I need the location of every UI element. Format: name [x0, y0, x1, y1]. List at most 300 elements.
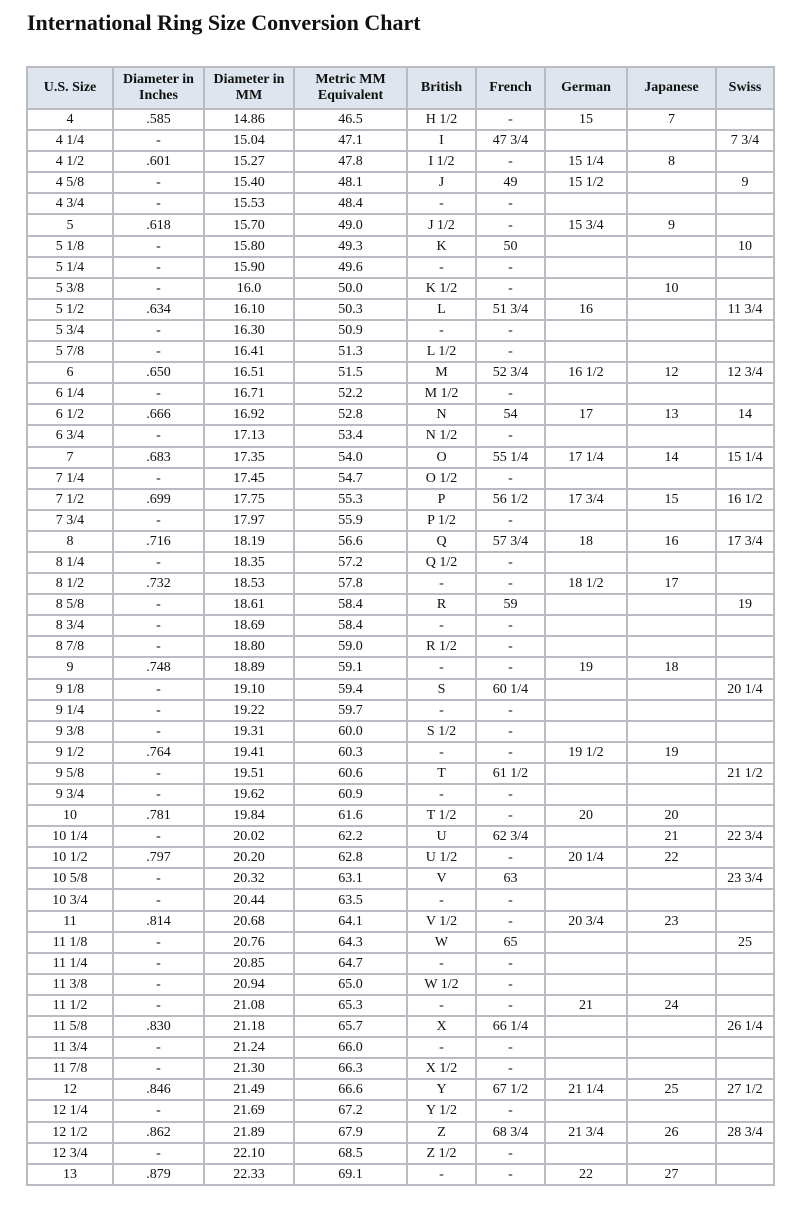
table-cell: 22: [627, 847, 716, 868]
table-cell: [545, 257, 627, 278]
table-cell: 7: [627, 109, 716, 130]
table-cell: .716: [113, 531, 204, 552]
table-cell: [627, 953, 716, 974]
table-cell: [627, 615, 716, 636]
table-row: [27, 615, 774, 636]
table-cell: 9 1/8: [27, 679, 113, 700]
table-cell: 11: [27, 911, 113, 932]
table-cell: -: [476, 573, 545, 594]
table-cell: -: [476, 1164, 545, 1185]
table-cell: -: [476, 341, 545, 362]
table-cell: 60.0: [294, 721, 407, 742]
table-cell: -: [407, 1164, 476, 1185]
table-cell: [545, 278, 627, 299]
table-cell: -: [476, 510, 545, 531]
table-cell: [627, 341, 716, 362]
table-cell: .618: [113, 214, 204, 235]
table-cell: [627, 763, 716, 784]
table-cell: 46.5: [294, 109, 407, 130]
table-cell: [627, 257, 716, 278]
table-cell: 13: [627, 404, 716, 425]
table-cell: [716, 1100, 774, 1121]
table-cell: -: [407, 657, 476, 678]
table-cell: [545, 1016, 627, 1037]
table-cell: -: [113, 826, 204, 847]
table-cell: 67.9: [294, 1122, 407, 1143]
table-cell: [716, 109, 774, 130]
table-cell: -: [476, 953, 545, 974]
table-cell: 9: [716, 172, 774, 193]
table-cell: 10 3/4: [27, 889, 113, 910]
table-cell: I 1/2: [407, 151, 476, 172]
table-cell: [545, 1058, 627, 1079]
table-cell: T: [407, 763, 476, 784]
table-cell: -: [113, 320, 204, 341]
table-cell: 6 3/4: [27, 425, 113, 446]
table-cell: .862: [113, 1122, 204, 1143]
column-header: Swiss: [716, 67, 774, 109]
table-cell: [716, 573, 774, 594]
table-cell: 20.94: [204, 974, 294, 995]
table-cell: -: [113, 510, 204, 531]
table-row: [27, 257, 774, 278]
table-row: [27, 1058, 774, 1079]
table-cell: 11 1/8: [27, 932, 113, 953]
table-cell: .634: [113, 299, 204, 320]
table-cell: -: [476, 721, 545, 742]
table-cell: [545, 1143, 627, 1164]
table-cell: 65: [476, 932, 545, 953]
table-cell: 63.5: [294, 889, 407, 910]
table-cell: 15: [545, 109, 627, 130]
table-cell: 27: [627, 1164, 716, 1185]
table-cell: [627, 130, 716, 151]
table-row: [27, 932, 774, 953]
table-cell: -: [407, 700, 476, 721]
table-cell: -: [407, 995, 476, 1016]
table-row: [27, 742, 774, 763]
table-cell: 60.9: [294, 784, 407, 805]
table-cell: .650: [113, 362, 204, 383]
table-cell: 17 3/4: [545, 489, 627, 510]
table-row: [27, 151, 774, 172]
table-cell: [716, 805, 774, 826]
table-row: [27, 1100, 774, 1121]
table-cell: 19.41: [204, 742, 294, 763]
table-cell: -: [113, 1100, 204, 1121]
table-cell: [716, 636, 774, 657]
table-cell: -: [113, 130, 204, 151]
table-cell: K: [407, 236, 476, 257]
table-row: [27, 594, 774, 615]
table-cell: -: [476, 995, 545, 1016]
table-cell: 20.68: [204, 911, 294, 932]
table-cell: 15.40: [204, 172, 294, 193]
table-cell: [545, 826, 627, 847]
table-cell: [627, 1058, 716, 1079]
table-cell: 5 7/8: [27, 341, 113, 362]
table-cell: [716, 341, 774, 362]
table-cell: J: [407, 172, 476, 193]
table-cell: 52.8: [294, 404, 407, 425]
table-cell: 47.1: [294, 130, 407, 151]
table-cell: [545, 320, 627, 341]
table-row: [27, 447, 774, 468]
table-cell: 20.02: [204, 826, 294, 847]
table-cell: O 1/2: [407, 468, 476, 489]
table-cell: 20.76: [204, 932, 294, 953]
table-cell: P: [407, 489, 476, 510]
table-cell: [716, 889, 774, 910]
table-cell: .879: [113, 1164, 204, 1185]
table-row: [27, 214, 774, 235]
table-cell: 9 3/4: [27, 784, 113, 805]
table-cell: 21.18: [204, 1016, 294, 1037]
table-cell: Y: [407, 1079, 476, 1100]
table-row: [27, 953, 774, 974]
table-cell: X 1/2: [407, 1058, 476, 1079]
table-cell: 18 1/2: [545, 573, 627, 594]
table-cell: 16.10: [204, 299, 294, 320]
table-cell: [627, 636, 716, 657]
table-cell: 16 1/2: [716, 489, 774, 510]
table-cell: -: [407, 320, 476, 341]
table-cell: 19: [545, 657, 627, 678]
table-cell: R 1/2: [407, 636, 476, 657]
table-cell: T 1/2: [407, 805, 476, 826]
table-cell: [627, 932, 716, 953]
table-cell: 64.1: [294, 911, 407, 932]
table-cell: [627, 889, 716, 910]
table-cell: [627, 974, 716, 995]
table-cell: 51 3/4: [476, 299, 545, 320]
table-cell: Z: [407, 1122, 476, 1143]
table-cell: 26 1/4: [716, 1016, 774, 1037]
table-cell: 18.69: [204, 615, 294, 636]
table-cell: [545, 1100, 627, 1121]
table-cell: 8 7/8: [27, 636, 113, 657]
table-cell: 67.2: [294, 1100, 407, 1121]
table-cell: [627, 172, 716, 193]
table-cell: -: [476, 1058, 545, 1079]
table-cell: 17: [545, 404, 627, 425]
table-cell: 54.0: [294, 447, 407, 468]
table-cell: [627, 594, 716, 615]
table-cell: .814: [113, 911, 204, 932]
table-cell: [716, 657, 774, 678]
table-cell: [627, 320, 716, 341]
table-cell: -: [113, 1058, 204, 1079]
table-row: [27, 489, 774, 510]
table-cell: 7 3/4: [27, 510, 113, 531]
table-cell: 4 1/4: [27, 130, 113, 151]
table-row: [27, 362, 774, 383]
table-row: [27, 974, 774, 995]
table-cell: -: [407, 784, 476, 805]
table-cell: -: [476, 889, 545, 910]
table-cell: 15 1/4: [545, 151, 627, 172]
table-cell: Y 1/2: [407, 1100, 476, 1121]
table-cell: Q 1/2: [407, 552, 476, 573]
table-cell: 59.0: [294, 636, 407, 657]
table-cell: [627, 679, 716, 700]
table-cell: -: [113, 995, 204, 1016]
table-cell: 57.2: [294, 552, 407, 573]
table-cell: 64.3: [294, 932, 407, 953]
table-cell: [545, 700, 627, 721]
table-row: [27, 636, 774, 657]
table-row: [27, 130, 774, 151]
table-row: [27, 995, 774, 1016]
table-cell: 17.13: [204, 425, 294, 446]
table-cell: [545, 784, 627, 805]
table-cell: [716, 193, 774, 214]
table-cell: X: [407, 1016, 476, 1037]
table-cell: [716, 214, 774, 235]
table-cell: 62.2: [294, 826, 407, 847]
table-cell: 12 3/4: [716, 362, 774, 383]
table-row: [27, 1079, 774, 1100]
table-cell: [627, 552, 716, 573]
table-cell: 15 1/2: [545, 172, 627, 193]
table-cell: [627, 299, 716, 320]
table-cell: 19: [716, 594, 774, 615]
table-cell: 50: [476, 236, 545, 257]
table-cell: 21.89: [204, 1122, 294, 1143]
table-cell: -: [476, 911, 545, 932]
table-cell: [545, 636, 627, 657]
table-cell: 17.45: [204, 468, 294, 489]
table-cell: 62 3/4: [476, 826, 545, 847]
table-cell: 50.9: [294, 320, 407, 341]
table-cell: 48.1: [294, 172, 407, 193]
table-cell: 66.3: [294, 1058, 407, 1079]
table-cell: 67 1/2: [476, 1079, 545, 1100]
table-cell: -: [476, 700, 545, 721]
column-header: Diameter in Inches: [113, 67, 204, 109]
table-cell: 15 1/4: [716, 447, 774, 468]
table-cell: .830: [113, 1016, 204, 1037]
table-cell: [716, 784, 774, 805]
table-cell: 13: [27, 1164, 113, 1185]
table-cell: 52.2: [294, 383, 407, 404]
table-cell: 50.3: [294, 299, 407, 320]
table-cell: [545, 1037, 627, 1058]
table-cell: 10 5/8: [27, 868, 113, 889]
table-cell: 56 1/2: [476, 489, 545, 510]
table-cell: [627, 784, 716, 805]
table-cell: 11 3/4: [27, 1037, 113, 1058]
table-cell: 47 3/4: [476, 130, 545, 151]
table-cell: [716, 468, 774, 489]
table-cell: -: [113, 172, 204, 193]
table-cell: 24: [627, 995, 716, 1016]
table-cell: 65.7: [294, 1016, 407, 1037]
table-cell: 20.85: [204, 953, 294, 974]
table-cell: -: [476, 615, 545, 636]
table-cell: 12 1/4: [27, 1100, 113, 1121]
table-cell: 63.1: [294, 868, 407, 889]
table-cell: 16.92: [204, 404, 294, 425]
table-cell: -: [407, 193, 476, 214]
table-cell: -: [407, 889, 476, 910]
table-cell: [716, 1164, 774, 1185]
table-cell: 9 3/8: [27, 721, 113, 742]
table-row: [27, 320, 774, 341]
table-cell: 28 3/4: [716, 1122, 774, 1143]
table-cell: 5 1/4: [27, 257, 113, 278]
table-cell: [716, 721, 774, 742]
table-cell: R: [407, 594, 476, 615]
table-cell: .781: [113, 805, 204, 826]
table-row: [27, 278, 774, 299]
table-cell: 17.35: [204, 447, 294, 468]
table-cell: [545, 615, 627, 636]
column-header: British: [407, 67, 476, 109]
table-cell: 23 3/4: [716, 868, 774, 889]
table-cell: [545, 383, 627, 404]
table-cell: 6 1/4: [27, 383, 113, 404]
table-cell: 21 3/4: [545, 1122, 627, 1143]
table-cell: 16.0: [204, 278, 294, 299]
table-cell: 7: [27, 447, 113, 468]
table-cell: -: [476, 257, 545, 278]
table-cell: 20.44: [204, 889, 294, 910]
table-row: [27, 109, 774, 130]
table-cell: 20 1/4: [716, 679, 774, 700]
ring-size-table: [26, 66, 775, 1186]
table-cell: -: [407, 742, 476, 763]
table-cell: -: [113, 615, 204, 636]
table-cell: .797: [113, 847, 204, 868]
table-cell: U 1/2: [407, 847, 476, 868]
table-cell: [545, 721, 627, 742]
table-row: [27, 1122, 774, 1143]
table-cell: -: [113, 889, 204, 910]
table-cell: -: [476, 805, 545, 826]
table-row: [27, 679, 774, 700]
table-cell: W: [407, 932, 476, 953]
table-cell: [716, 615, 774, 636]
table-cell: 65.0: [294, 974, 407, 995]
table-cell: -: [476, 847, 545, 868]
table-cell: 21 1/2: [716, 763, 774, 784]
table-cell: [627, 236, 716, 257]
table-cell: 56.6: [294, 531, 407, 552]
table-cell: 15.80: [204, 236, 294, 257]
table-cell: 57 3/4: [476, 531, 545, 552]
table-cell: -: [476, 784, 545, 805]
table-cell: 11 3/4: [716, 299, 774, 320]
table-cell: [716, 151, 774, 172]
column-header: U.S. Size: [27, 67, 113, 109]
table-cell: -: [476, 742, 545, 763]
table-row: [27, 1143, 774, 1164]
table-cell: 66 1/4: [476, 1016, 545, 1037]
table-cell: 5 3/8: [27, 278, 113, 299]
table-cell: 57.8: [294, 573, 407, 594]
table-cell: 22.10: [204, 1143, 294, 1164]
table-cell: 15.90: [204, 257, 294, 278]
table-cell: 11 1/2: [27, 995, 113, 1016]
table-cell: [627, 1143, 716, 1164]
table-cell: 51.5: [294, 362, 407, 383]
table-cell: 69.1: [294, 1164, 407, 1185]
table-row: [27, 1164, 774, 1185]
table-cell: 19.51: [204, 763, 294, 784]
table-cell: 9: [27, 657, 113, 678]
table-cell: 18.89: [204, 657, 294, 678]
table-cell: -: [407, 615, 476, 636]
table-cell: [545, 953, 627, 974]
table-cell: -: [476, 383, 545, 404]
table-cell: 5 3/4: [27, 320, 113, 341]
table-cell: -: [476, 214, 545, 235]
table-cell: 52 3/4: [476, 362, 545, 383]
table-cell: 9 1/2: [27, 742, 113, 763]
table-cell: 18.53: [204, 573, 294, 594]
table-cell: [716, 911, 774, 932]
table-cell: 14: [627, 447, 716, 468]
table-cell: 26: [627, 1122, 716, 1143]
table-cell: S: [407, 679, 476, 700]
table-cell: 16.41: [204, 341, 294, 362]
table-cell: -: [113, 594, 204, 615]
table-cell: [545, 763, 627, 784]
table-row: [27, 847, 774, 868]
table-cell: -: [476, 974, 545, 995]
table-cell: [716, 552, 774, 573]
table-cell: 59.4: [294, 679, 407, 700]
table-cell: [716, 425, 774, 446]
table-cell: 68 3/4: [476, 1122, 545, 1143]
table-cell: 18.61: [204, 594, 294, 615]
table-cell: 16.71: [204, 383, 294, 404]
table-cell: 12: [627, 362, 716, 383]
table-row: [27, 1016, 774, 1037]
table-cell: [716, 1058, 774, 1079]
table-cell: 9 1/4: [27, 700, 113, 721]
table-cell: -: [113, 193, 204, 214]
table-cell: -: [113, 1143, 204, 1164]
table-cell: O: [407, 447, 476, 468]
table-cell: -: [113, 953, 204, 974]
table-cell: V: [407, 868, 476, 889]
table-cell: U: [407, 826, 476, 847]
table-cell: .601: [113, 151, 204, 172]
page-title: International Ring Size Conversion Chart: [27, 10, 421, 35]
table-cell: [545, 889, 627, 910]
table-cell: -: [113, 552, 204, 573]
table-row: [27, 657, 774, 678]
table-cell: -: [113, 383, 204, 404]
table-cell: 55.3: [294, 489, 407, 510]
table-cell: 60.3: [294, 742, 407, 763]
table-cell: 22.33: [204, 1164, 294, 1185]
table-row: [27, 383, 774, 404]
table-cell: -: [113, 932, 204, 953]
table-cell: -: [113, 721, 204, 742]
table-cell: 49.6: [294, 257, 407, 278]
table-cell: 17: [627, 573, 716, 594]
table-cell: 21.08: [204, 995, 294, 1016]
table-cell: Q: [407, 531, 476, 552]
table-cell: [545, 341, 627, 362]
table-cell: 20 3/4: [545, 911, 627, 932]
table-cell: 48.4: [294, 193, 407, 214]
table-cell: 11 7/8: [27, 1058, 113, 1079]
table-cell: 22: [545, 1164, 627, 1185]
